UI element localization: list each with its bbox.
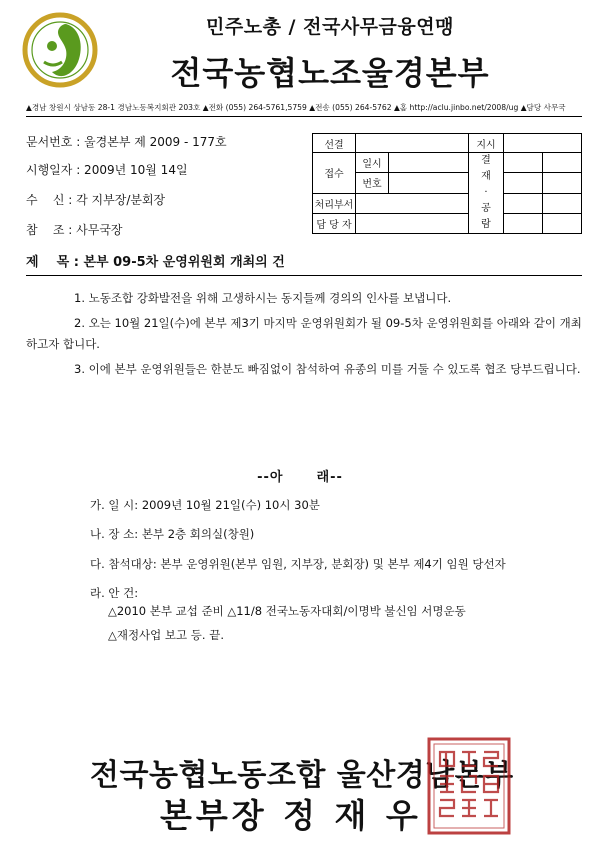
cell-cheoribuseo: 처리부서 xyxy=(313,193,356,213)
document-number-label: 문서번호 xyxy=(26,135,73,149)
cell-blank xyxy=(389,153,469,173)
cell-blank xyxy=(504,173,543,193)
union-affiliation: 민주노총 / 전국사무금융연맹 xyxy=(206,16,454,38)
header-divider xyxy=(26,116,582,117)
execution-date-label: 시행일자 xyxy=(26,163,73,177)
cell-jeopsu: 접수 xyxy=(313,153,356,194)
reference-value: : 사무국장 xyxy=(68,223,123,237)
address-line: ▲경남 창원시 상남동 28-1 경남노동복지회관 203호 ▲전화 (055) 264-5761,5759 ▲전송 (055) 264-5762 ▲홈 http://aclu.jinbo.net/2008/ug ▲담당 사무국 xyxy=(26,103,566,112)
cell-blank xyxy=(504,213,543,233)
recipient-label: 수 신 xyxy=(26,193,65,207)
agenda-line-2: △재정사업 보고 등. 끝. xyxy=(108,628,224,642)
cell-blank xyxy=(356,193,469,213)
cell-seongyeol: 선결 xyxy=(313,134,356,153)
item-agenda: 라. 안 건: xyxy=(90,586,139,600)
cell-blank xyxy=(504,134,582,153)
document-number-value: : 울경본부 제 2009 - 177호 xyxy=(76,135,227,149)
cell-blank xyxy=(543,173,582,193)
cell-ilsi: 일시 xyxy=(356,153,389,173)
cell-blank xyxy=(356,213,469,233)
approval-table xyxy=(312,133,582,234)
cell-blank xyxy=(543,193,582,213)
item-datetime: 가. 일 시: 2009년 10월 21일(수) 10시 30분 xyxy=(90,498,320,512)
cell-blank xyxy=(356,134,469,153)
details-heading: --아 래-- xyxy=(257,470,343,485)
recipient xyxy=(26,191,165,208)
item-location: 나. 장 소: 본부 2층 회의실(창원) xyxy=(90,527,255,541)
cell-blank xyxy=(504,193,543,213)
paragraph-2: 2. 오는 10월 21일(수)에 본부 제3기 마지막 운영위원회가 될 09-5차 운영위원회를 아래와 같이 개최하고자 합니다. xyxy=(26,316,582,351)
footer-organization: 전국농협노동조합 울산경남본부 xyxy=(90,758,514,793)
subject xyxy=(26,251,582,270)
cell-beonho: 번호 xyxy=(356,173,389,193)
cell-jisi: 지시 xyxy=(469,134,504,153)
cell-damdangja: 담 당 자 xyxy=(313,213,356,233)
union-logo xyxy=(22,12,98,88)
subject-divider xyxy=(26,275,582,276)
cell-blank xyxy=(504,153,543,173)
agenda-line-1: △2010 본부 교섭 준비 △11/8 전국노동자대회/이명박 불신임 서명운동 xyxy=(108,604,466,618)
official-seal-icon xyxy=(426,736,512,836)
footer-signatory: 본부장 정 재 우 xyxy=(160,796,422,835)
subject-value: : 본부 09-5차 운영위원회 개최의 건 xyxy=(73,255,285,270)
org-title: 전국농협노조울경본부 xyxy=(170,54,490,92)
execution-date-value: : 2009년 10월 14일 xyxy=(76,163,188,177)
reference-label: 참 조 xyxy=(26,223,65,237)
reference xyxy=(26,221,123,238)
paragraph-1: 1. 노동조합 강화발전을 위해 고생하시는 동지들께 경의의 인사를 보냅니다. xyxy=(74,291,452,305)
cell-blank xyxy=(543,213,582,233)
document-number xyxy=(26,133,227,150)
cell-gyeoljae: 결재·공람 xyxy=(469,153,504,234)
paragraph-3: 3. 이에 본부 운영위원들은 한분도 빠짐없이 참석하여 유종의 미를 거둘 수 있도록 협조 당부드립니다. xyxy=(74,362,581,376)
execution-date xyxy=(26,161,188,178)
recipient-value: : 각 지부장/분회장 xyxy=(68,193,166,207)
cell-blank xyxy=(389,173,469,193)
subject-label: 제 목 xyxy=(26,255,70,270)
item-attendees: 다. 참석대상: 본부 운영위원(본부 임원, 지부장, 분회장) 및 본부 제4기 임원 당선자 xyxy=(90,557,506,571)
cell-blank xyxy=(543,153,582,173)
